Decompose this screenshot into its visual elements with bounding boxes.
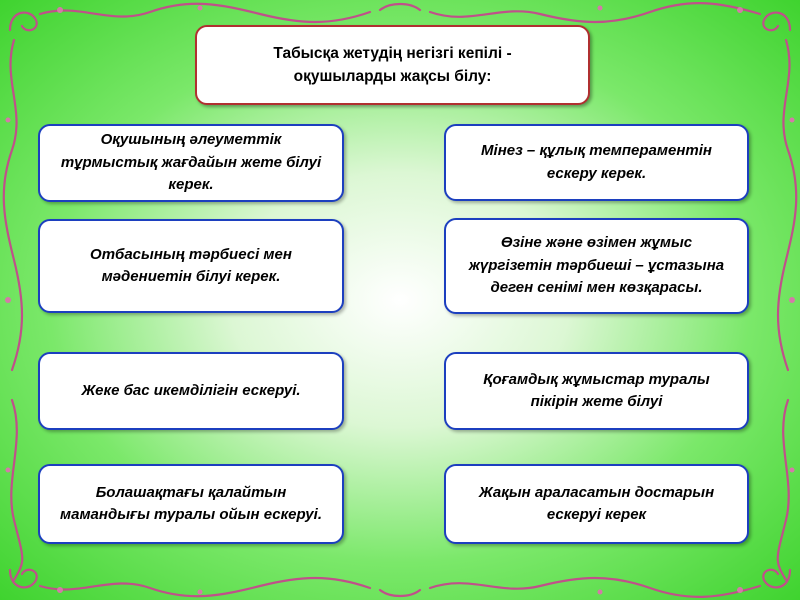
main-title-box — [195, 25, 590, 105]
left-item-text-2: Отбасының тәрбиесі мен мәдениетін білуі керек. — [90, 245, 292, 285]
main-title-text: Табысқа жетудің негізгі кепілі - оқушыларды жақсы білу: — [273, 44, 512, 85]
left-item-text-4: Болашақтағы қалайтын мамандығы туралы ойын ескеруі. — [60, 483, 322, 523]
right-item-box-1 — [444, 124, 749, 201]
right-item-box-3 — [444, 352, 749, 430]
left-item-box-4 — [38, 464, 344, 544]
left-item-text-1: Оқушының әлеуметтік тұрмыстық жағдайын жете білуі керек. — [60, 131, 322, 194]
left-item-text-3: Жеке бас икемділігін ескеруі. — [81, 381, 301, 399]
right-item-box-4 — [444, 464, 749, 544]
left-item-box-1 — [38, 124, 344, 202]
right-item-text-1: Мінез – құлық темпераментін ескеру керек. — [481, 142, 712, 182]
left-item-box-2 — [38, 219, 344, 313]
right-item-text-3: Қоғамдық жұмыстар туралы пікірін жете білуі — [483, 370, 710, 410]
left-item-box-3 — [38, 352, 344, 430]
right-item-text-4: Жақын араласатын достарын ескеруі керек — [478, 483, 715, 523]
right-item-box-2 — [444, 218, 749, 314]
right-item-text-2: Өзіне және өзімен жұмыс жүргізетін тәрбиеші – ұстазына деген сенімі мен көзқарасы. — [468, 234, 725, 297]
